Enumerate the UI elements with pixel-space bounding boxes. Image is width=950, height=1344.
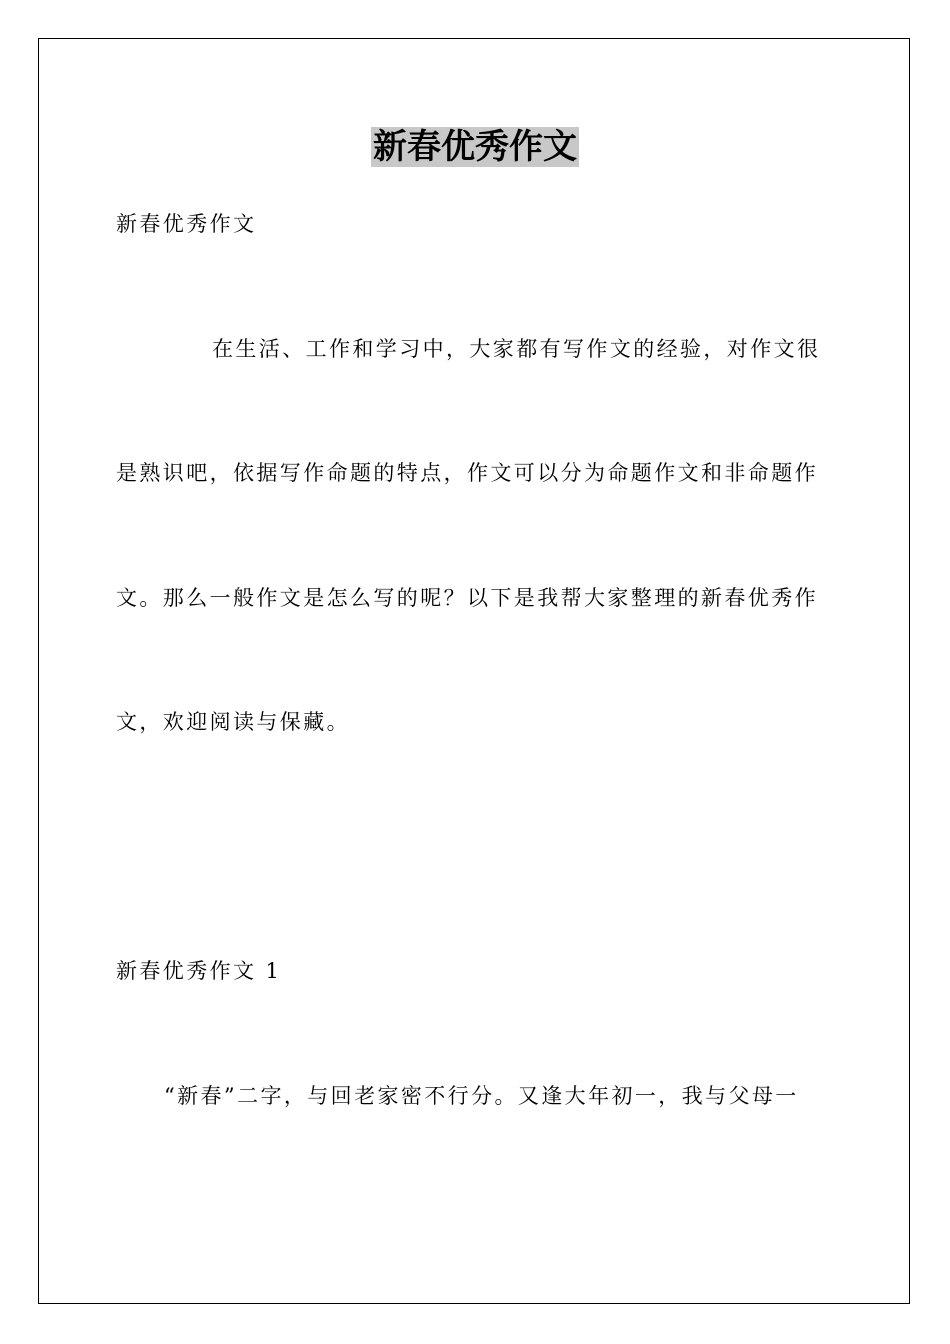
intro-line-4: 文，欢迎阅读与保藏。 [116,710,350,734]
intro-line-1: 在生活、工作和学习中，大家都有写作文的经验，对作文很 [212,337,821,361]
intro-line-2: 是熟识吧，依据写作命题的特点，作文可以分为命题作文和非命题作 [116,461,818,485]
section-line-1: “新春”二字，与回老家密不行分。又逢大年初一，我与父母一 [164,1084,799,1108]
section-heading: 新春优秀作文 1 [116,959,282,983]
document-title-text: 新春优秀作文 [373,127,577,167]
document-title [0,124,950,170]
document-subtitle: 新春优秀作文 [116,212,257,236]
intro-line-3: 文。那么一般作文是怎么写的呢？以下是我帮大家整理的新春优秀作 [116,586,818,610]
